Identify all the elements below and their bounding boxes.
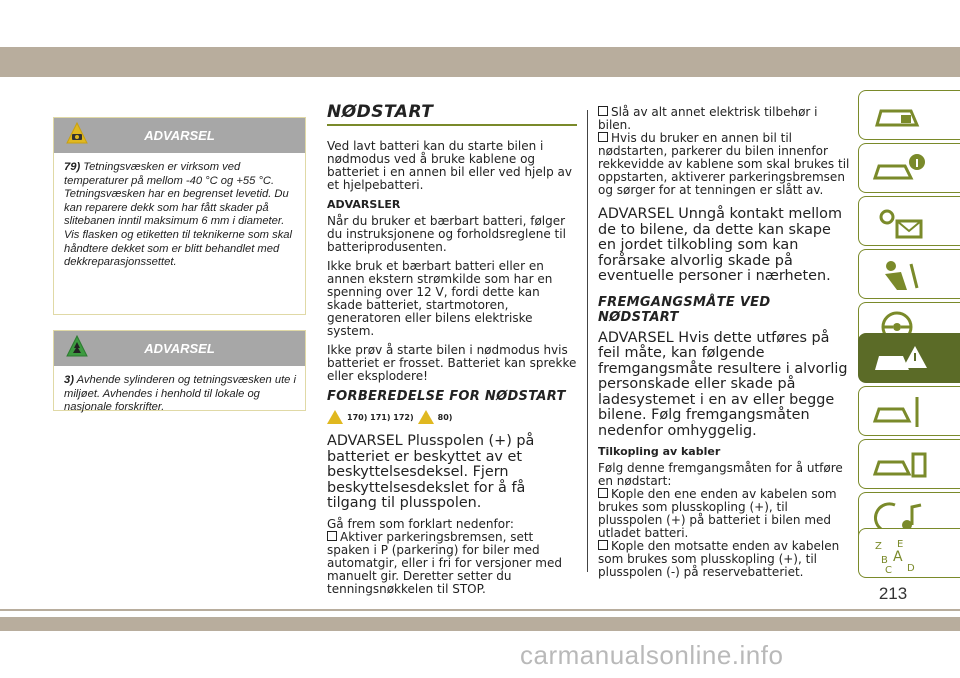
checkbox-icon [327,531,337,541]
tab-servicing-maintenance[interactable] [858,386,960,436]
warning-text: Avhende sylinderen og tetningsvæsken ute i miljøet. Avhendes i henhold til lokale og nasjonale forskrifter. [64,374,296,414]
watermark: carmanualsonline.info [520,640,784,670]
warning-text: Tetningsvæsken er virksom ved temperaturer på mellom -40 °C og +55 °C. Tetningsvæsken har en begrenset levetid. Du kan reparere dekk som har fått skader på slitebanen inntil maksimum 6 mm i diameter. Vis flasken og etiketten til teknikerne som skal håndtere dekket som er blitt behandlet med dekkreparasjonssettet. [64,161,293,269]
warning-header [54,118,305,153]
warning-triangle-icon [418,410,434,424]
emergency-car-icon [871,340,931,378]
svg-text:D: D [907,563,915,573]
intro-paragraph: Ved lavt batteri kan du starte bilen i nødmodus ved å bruke kablene og batteriet i en annen bil eller ved hjelp av et hjelpebatteri. [327,139,572,192]
checkbox-icon [598,106,608,116]
page-number: 213 [878,584,908,603]
warning-number: 79) [64,161,81,173]
tab-instrument-info[interactable] [858,143,960,193]
tab-technical-data[interactable] [858,439,960,489]
connection-subheading: Tilkopling av kabler [598,445,721,458]
step-item [598,488,850,540]
safety-icon [871,256,931,294]
step-text: Slå av alt annet elektrisk tilbehør i bilen. [598,105,818,132]
column-1 [327,102,577,596]
warning-box-2 [53,330,306,414]
car-info-icon [871,150,931,188]
warning-paragraph-3: Ikke prøv å starte bilen i nødmodus hvis batteriet er frosset. Batteriet kan sprekke eller eksplodere! [327,343,577,383]
checkbox-icon [598,540,608,550]
svg-text:C: C [885,565,892,573]
svg-text:E: E [897,539,904,550]
svg-text:B: B [881,555,888,566]
tab-in-an-emergency[interactable] [858,333,960,383]
heading-underline [327,124,577,126]
step-text: Aktiver parkeringsbremsen, sett spaken i P (parkering) for biler med automatgir, eller i fri for versjoner med manuelt gir. Deretter setter du tenningsnøkkelen til STOP. [327,529,562,596]
reference-numbers-2: 80) [437,412,453,422]
car-specs-icon [871,446,931,484]
step-item [598,540,850,579]
procedure-heading: FREMGANGSMÅTE VED NØDSTART [598,294,771,325]
warning-title: ADVARSEL [144,128,215,143]
svg-text:A: A [893,549,903,565]
proceed-text: Gå frem som forklart nedenfor: [327,516,514,531]
warning-paragraph-2: Ikke bruk et bærbart batteri eller en annen ekstern strømkilde som har en spenning over 12 V, fordi dette kan skade batteriet, startmotoren, generatoren eller bilens elektriske system. [327,259,553,338]
connection-intro: Følg denne fremgangsmåten for å utføre en nødstart: [598,461,843,488]
step-item [327,531,577,596]
caution-paragraph: ADVARSEL Plusspolen (+) på batteriet er beskyttet av et beskyttelsesdeksel. Fjern beskyttelsesdekslet for å få tilgang til plusspolen. [327,433,535,511]
warning-number: 3) [64,374,74,386]
column-divider [587,110,588,572]
svg-text:Z: Z [875,541,882,552]
top-band [0,47,960,77]
caution-paragraph-2: ADVARSEL Hvis dette utføres på feil måte, kan følgende fremgangsmåte resultere i alvorlig personskade eller skade på ladesystemet i en av eller begge bilene. Følg fremgangsmåten nedenfor omhyggelig. [598,329,848,439]
car-interior-icon [871,97,931,135]
alphabet-index-icon [871,535,931,573]
step-item [598,132,850,197]
caution-paragraph-1: ADVARSEL Unngå kontakt mellom de to bilene, da dette kan skape en jordet tilkobling som kan forårsake alvorlig skade på eventuelle personer i nærheten. [598,206,843,284]
step-text: Hvis du bruker en annen bil til nødstarten, parkerer du bilen innenfor rekkevidde av kablene som skal brukes til oppstarten, aktiverer parkeringsbremsen og sørger for at tenningen er slått av. [598,131,850,197]
warnings-subheading: ADVARSLER [327,198,401,211]
step-text: Kople den ene enden av kabelen som brukes som plusskopling (+), til plusspolen (+) på batteriet i bilen med utladet batteri. [598,487,837,540]
bottom-band [0,617,960,631]
section-heading: NØDSTART [327,102,434,122]
checkbox-icon [598,488,608,498]
reference-row [327,410,577,424]
warning-paragraph-1: Når du bruker et bærbart batteri, følger du instruksjonene og forholdsreglene til batteriprodusenten. [327,214,566,254]
checkbox-icon [598,132,608,142]
tab-index[interactable] [858,528,960,578]
column-2 [598,106,850,579]
warning-box-1 [53,117,306,315]
tab-safety[interactable] [858,249,960,299]
tab-getting-to-know[interactable] [858,90,960,140]
warning-light-message-icon [871,203,931,241]
warning-triangle-icon [327,410,343,424]
warning-header [54,331,305,366]
reference-numbers-1: 170) 171) 172) [347,412,414,422]
preparation-heading: FORBEREDELSE FOR NØDSTART [327,389,566,404]
tab-warning-lights[interactable] [858,196,960,246]
footer-line [0,609,960,611]
car-tools-icon [871,393,931,431]
warning-title: ADVARSEL [144,341,215,356]
step-item [598,106,850,132]
step-text: Kople den motsatte enden av kabelen som brukes som plusskopling (+), til plusspolen (-) på reservebatteriet. [598,539,840,579]
